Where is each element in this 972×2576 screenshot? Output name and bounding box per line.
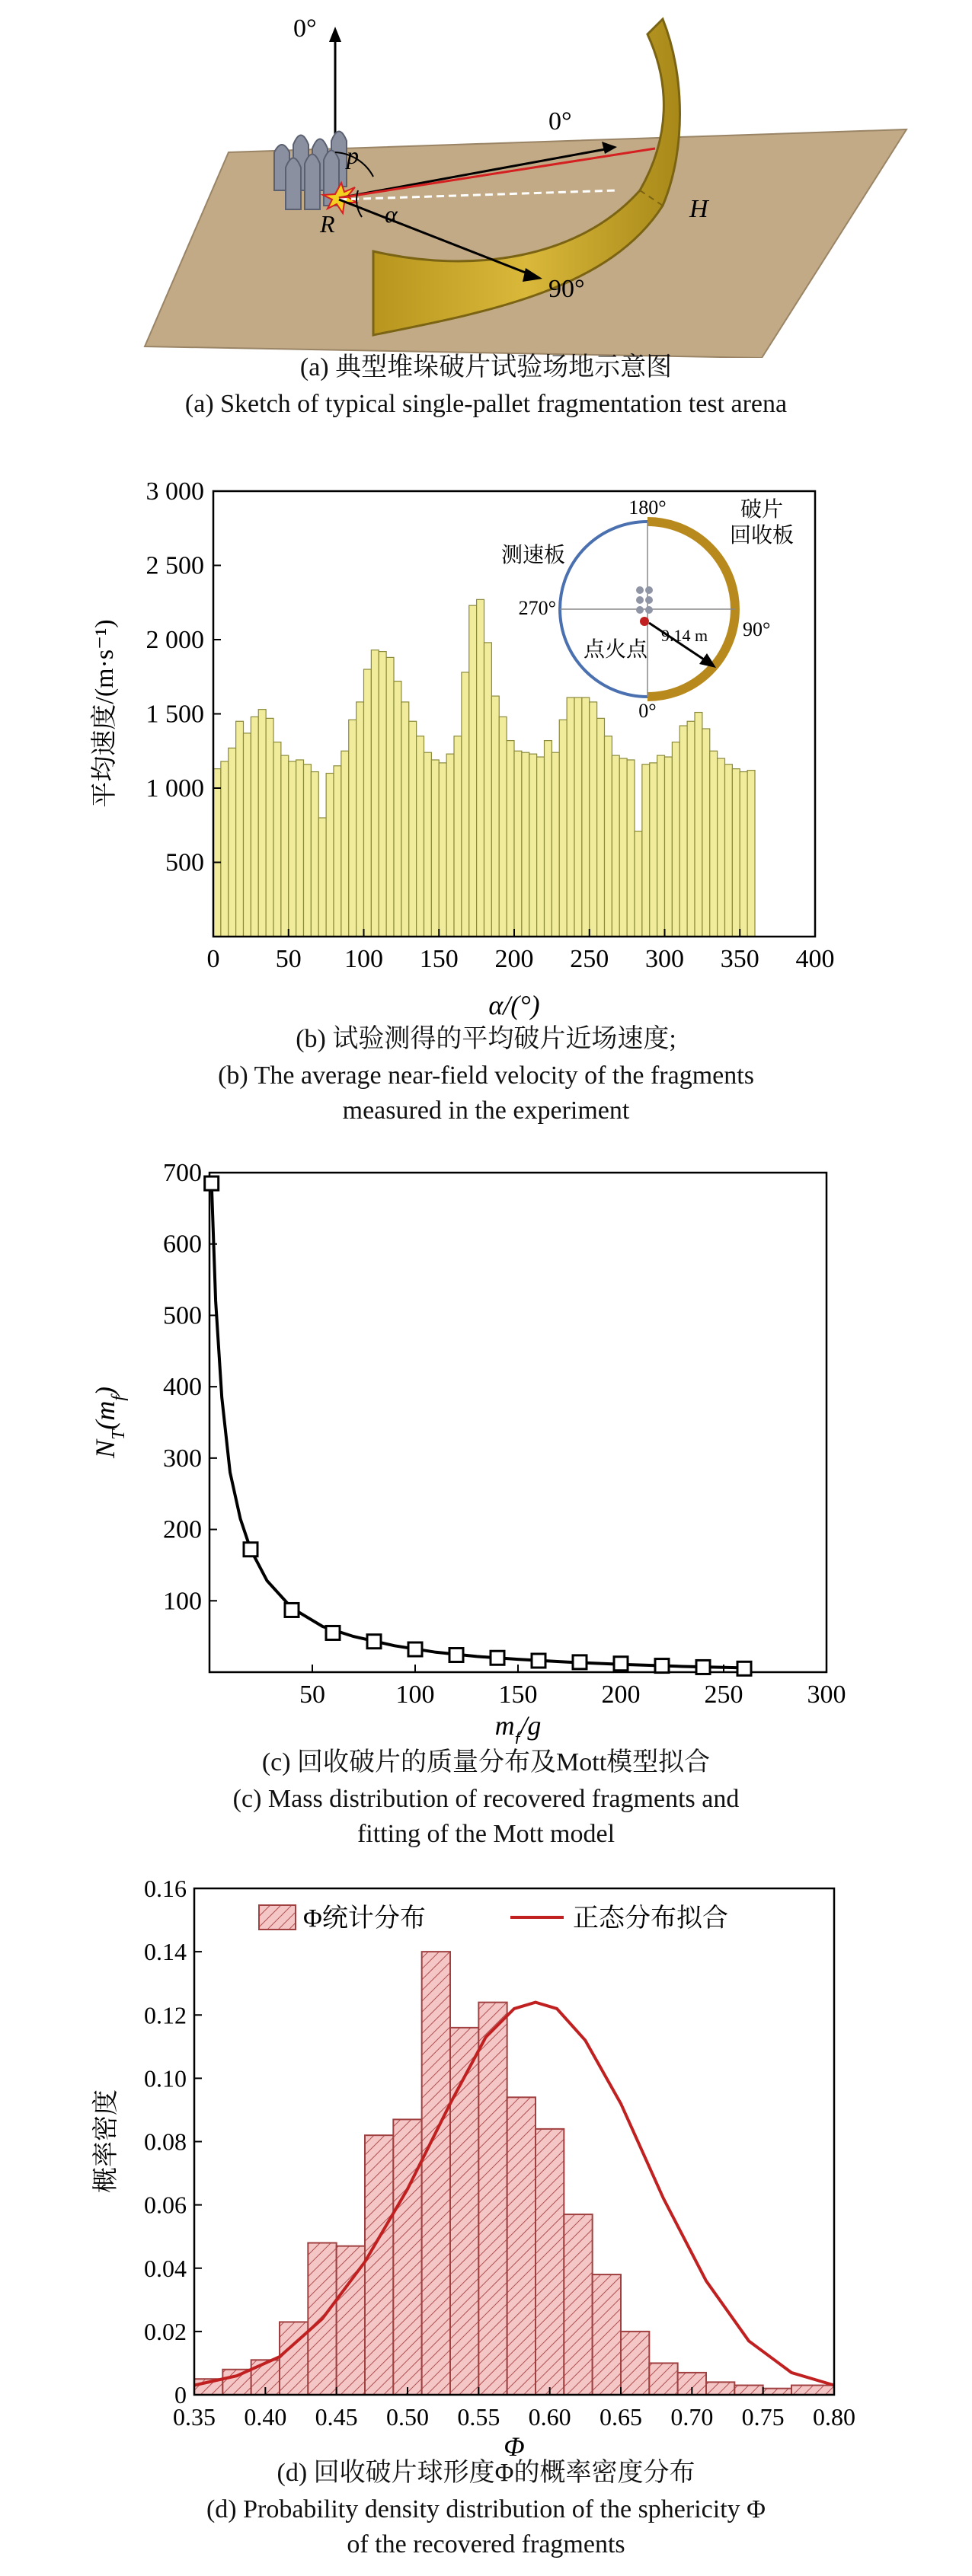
velocity-bar — [605, 736, 612, 937]
inset-label-90: 90° — [743, 618, 771, 640]
caption-b-en2: measured in the experiment — [342, 1096, 630, 1125]
y-tick-label: 1 000 — [145, 774, 204, 803]
chart-d-xlabel: Φ — [504, 2431, 525, 2459]
panel-b — [0, 434, 972, 1135]
velocity-bar — [612, 755, 619, 937]
sphericity-bin — [536, 2129, 564, 2395]
x-tick-label: 50 — [275, 945, 302, 973]
velocity-bar — [462, 672, 469, 937]
y-tick-label: 0.14 — [144, 1938, 187, 1966]
velocity-bar — [642, 765, 650, 937]
velocity-bar — [311, 772, 318, 937]
velocity-bar — [582, 697, 590, 937]
x-tick-label: 300 — [807, 1681, 846, 1709]
sphericity-bin — [593, 2274, 621, 2395]
velocity-bar — [477, 599, 484, 937]
velocity-bar — [349, 720, 357, 937]
velocity-bar — [650, 763, 657, 937]
mass-data-point — [205, 1176, 219, 1190]
velocity-bar — [665, 757, 673, 937]
sphericity-bin — [564, 2214, 592, 2395]
mass-data-point — [449, 1649, 463, 1662]
panel-a — [0, 0, 972, 426]
x-tick-label: 0.45 — [315, 2403, 358, 2431]
velocity-bar — [357, 702, 364, 937]
sphericity-bin — [791, 2386, 834, 2395]
sphericity-bin — [734, 2386, 763, 2395]
mass-data-point — [737, 1661, 751, 1675]
sphericity-bin — [450, 2028, 478, 2395]
mass-data-point — [408, 1642, 422, 1656]
velocity-bar — [537, 757, 545, 937]
mass-distribution-chart — [0, 1157, 972, 1744]
label-p: p — [347, 142, 359, 169]
velocity-bar — [514, 751, 522, 937]
velocity-bar — [221, 761, 229, 937]
caption-d-en2: of the recovered fragments — [347, 2530, 625, 2558]
velocity-bar — [695, 713, 702, 937]
velocity-bar — [747, 771, 755, 937]
y-tick-label: 2 500 — [145, 551, 204, 580]
velocity-bar — [213, 769, 221, 937]
velocity-bar — [657, 755, 665, 937]
velocity-bar — [341, 751, 349, 937]
chart-c-ylabel: $N_T(m_f)$ — [90, 1386, 129, 1459]
inset-label-fragment: 破片 — [740, 498, 784, 522]
x-tick-label: 0.75 — [741, 2403, 785, 2431]
velocity-bar — [672, 742, 679, 937]
sphericity-bin — [422, 1952, 450, 2395]
x-tick-label: 0.80 — [813, 2403, 855, 2431]
velocity-bar-chart — [0, 434, 972, 1020]
velocity-bar — [732, 769, 740, 937]
velocity-bar — [559, 720, 567, 937]
velocity-bar — [725, 765, 733, 937]
y-tick-label: 0.12 — [144, 2001, 187, 2029]
sphericity-histogram — [0, 1873, 972, 2459]
y-tick-label: 500 — [165, 848, 204, 877]
chart-c-frame — [209, 1173, 827, 1672]
sphericity-bin — [706, 2382, 734, 2395]
y-tick-label: 1 500 — [145, 700, 204, 729]
velocity-bar — [491, 696, 499, 937]
caption-a-zh: (a) 典型堆垛破片试验场地示意图 — [299, 353, 673, 381]
velocity-bar — [552, 752, 559, 937]
velocity-bar — [710, 751, 718, 937]
caption-b-zh: (b) 试验测得的平均破片近场速度; — [296, 1025, 676, 1053]
velocity-bar — [386, 657, 394, 937]
velocity-bar — [627, 760, 635, 937]
sphericity-bin — [222, 2370, 251, 2395]
inset-label-speed-board: 测速板 — [500, 544, 566, 567]
caption-c-en1: (c) Mass distribution of recovered fragments and — [232, 1785, 740, 1813]
velocity-bar — [417, 736, 424, 937]
y-tick-label: 3 000 — [145, 477, 204, 506]
velocity-bar — [334, 766, 341, 937]
velocity-bar — [718, 758, 725, 937]
velocity-bar — [702, 729, 710, 937]
velocity-bar — [371, 650, 379, 937]
y-tick-label: 300 — [163, 1444, 202, 1473]
y-tick-label: 0.16 — [144, 1875, 187, 1902]
inset-label-180: 180° — [628, 496, 667, 519]
x-tick-label: 350 — [720, 945, 759, 973]
legend-hist-label: Φ统计分布 — [303, 1904, 426, 1933]
y-tick-label: 100 — [163, 1587, 202, 1616]
velocity-bar — [740, 772, 747, 937]
inset-label-270: 270° — [518, 597, 556, 619]
inset-label-ignition: 点火点 — [583, 638, 648, 662]
caption-c-en2: fitting of the Mott model — [357, 1820, 615, 1848]
x-tick-label: 300 — [645, 945, 684, 973]
caption-a-en: (a) Sketch of typical single-pallet fragmentation test arena — [184, 390, 788, 418]
legend-fit-label: 正态分布拟合 — [573, 1904, 728, 1933]
label-H: H — [689, 195, 708, 223]
caption-c-zh: (c) 回收破片的质量分布及Mott模型拟合 — [261, 1748, 711, 1776]
chart-d-ylabel: 概率密度 — [92, 2089, 120, 2193]
velocity-bar — [236, 721, 244, 937]
velocity-bar — [619, 758, 627, 937]
sphericity-bin — [365, 2135, 393, 2395]
velocity-bar — [454, 736, 462, 937]
velocity-bar — [439, 763, 446, 937]
chart-d-legend — [259, 1904, 728, 1933]
mass-data-point — [244, 1543, 257, 1556]
velocity-bar — [326, 774, 334, 937]
y-tick-label: 500 — [163, 1301, 202, 1330]
mott-fit-line — [212, 1183, 744, 1668]
y-tick-label: 600 — [163, 1230, 202, 1259]
x-tick-label: 150 — [419, 945, 459, 973]
x-tick-label: 0.50 — [386, 2403, 429, 2431]
chart-b-ylabel: 平均速度/(m·s⁻¹) — [91, 619, 119, 808]
arena-sketch — [0, 0, 972, 358]
x-tick-label: 0.40 — [244, 2403, 287, 2431]
mass-data-point — [367, 1635, 381, 1649]
velocity-bar — [364, 669, 372, 937]
velocity-bar — [679, 726, 687, 937]
mass-data-point — [614, 1657, 628, 1671]
x-tick-label: 100 — [395, 1681, 435, 1709]
x-tick-label: 200 — [494, 945, 534, 973]
y-tick-label: 2 000 — [145, 626, 204, 654]
velocity-bar — [273, 742, 281, 937]
y-tick-label: 200 — [163, 1515, 202, 1544]
x-tick-label: 250 — [704, 1681, 743, 1709]
velocity-bar — [687, 721, 695, 937]
velocity-bar — [522, 752, 529, 937]
inset-label-recovery-board: 回收板 — [729, 524, 795, 547]
velocity-bar — [394, 682, 401, 937]
velocity-bar — [244, 733, 251, 937]
x-tick-label: 0.65 — [600, 2403, 642, 2431]
sphericity-bin — [478, 2003, 507, 2395]
caption-d-en1: (d) Probability density distribution of the sphericity Φ — [206, 2495, 766, 2523]
label-up: 0° — [293, 14, 317, 43]
velocity-bar — [484, 643, 492, 937]
sphericity-bin — [507, 2097, 536, 2395]
y-tick-label: 700 — [163, 1159, 202, 1187]
velocity-bar — [258, 710, 266, 937]
velocity-bar — [424, 752, 432, 937]
y-tick-label: 0.08 — [144, 2128, 187, 2156]
caption-d-zh: (d) 回收破片球形度Φ的概率密度分布 — [277, 2459, 695, 2487]
sphericity-bin — [393, 2119, 421, 2395]
x-tick-label: 250 — [570, 945, 609, 973]
x-tick-label: 0.55 — [457, 2403, 500, 2431]
y-tick-label: 0.04 — [144, 2254, 187, 2282]
panel-d — [0, 1873, 972, 2576]
chart-c-xlabel: $m_f/g$ — [494, 1710, 542, 1744]
inset-label-distance: 9.14 m — [661, 626, 708, 645]
velocity-bar — [545, 741, 552, 937]
inset-label-0: 0° — [638, 700, 657, 722]
sphericity-bin — [621, 2332, 649, 2395]
x-tick-label: 0.70 — [670, 2403, 714, 2431]
velocity-bar — [635, 832, 642, 937]
velocity-bar — [289, 761, 296, 937]
x-tick-label: 400 — [795, 945, 835, 973]
velocity-bar — [379, 652, 386, 937]
velocity-bar — [266, 718, 273, 937]
label-0deg: 0° — [548, 107, 572, 136]
velocity-bar — [574, 697, 582, 937]
velocity-bar — [281, 755, 289, 937]
chart-b-xlabel: α/(°) — [488, 990, 540, 1020]
mass-data-point — [573, 1655, 587, 1669]
y-tick-label: 400 — [163, 1373, 202, 1402]
x-tick-label: 50 — [299, 1681, 325, 1709]
y-tick-label: 0.06 — [144, 2191, 187, 2219]
label-R: R — [320, 210, 335, 238]
velocity-bar — [529, 754, 537, 937]
velocity-bar — [567, 697, 574, 937]
velocity-bar — [401, 702, 409, 937]
velocity-bar — [431, 760, 439, 937]
velocity-bar — [597, 718, 605, 937]
caption-b-en1: (b) The average near-field velocity of the fragments — [218, 1061, 754, 1090]
mass-data-point — [285, 1603, 299, 1617]
x-tick-label: 150 — [498, 1681, 538, 1709]
y-tick-label: 0.02 — [144, 2317, 187, 2345]
mass-data-point — [655, 1659, 669, 1673]
mass-data-point — [491, 1651, 504, 1665]
velocity-bar — [446, 754, 454, 937]
label-90deg: 90° — [548, 275, 585, 303]
velocity-bar — [304, 765, 312, 937]
mass-data-point — [326, 1626, 340, 1639]
velocity-bar — [229, 748, 236, 937]
velocity-bar — [296, 760, 304, 937]
label-alpha: α — [385, 200, 398, 228]
inset-schematic — [501, 496, 794, 722]
velocity-bar — [318, 818, 326, 937]
panel-c — [0, 1157, 972, 1866]
velocity-bar — [409, 721, 417, 937]
mass-data-point — [532, 1654, 545, 1668]
velocity-bar — [251, 717, 258, 937]
x-tick-label: 0 — [206, 945, 220, 973]
x-tick-label: 0.60 — [528, 2403, 571, 2431]
sphericity-bin — [280, 2322, 308, 2395]
velocity-bar — [499, 717, 507, 937]
velocity-bar — [469, 605, 477, 937]
velocity-bar — [590, 702, 597, 937]
y-tick-label: 0 — [174, 2381, 187, 2408]
x-tick-label: 100 — [344, 945, 383, 973]
x-tick-label: 0.35 — [173, 2403, 216, 2431]
y-tick-label: 0.10 — [144, 2064, 187, 2092]
x-tick-label: 200 — [601, 1681, 641, 1709]
velocity-bar — [507, 741, 514, 937]
legend-hist-swatch — [259, 1905, 296, 1930]
mass-data-point — [696, 1660, 710, 1674]
sphericity-bin — [649, 2363, 677, 2395]
